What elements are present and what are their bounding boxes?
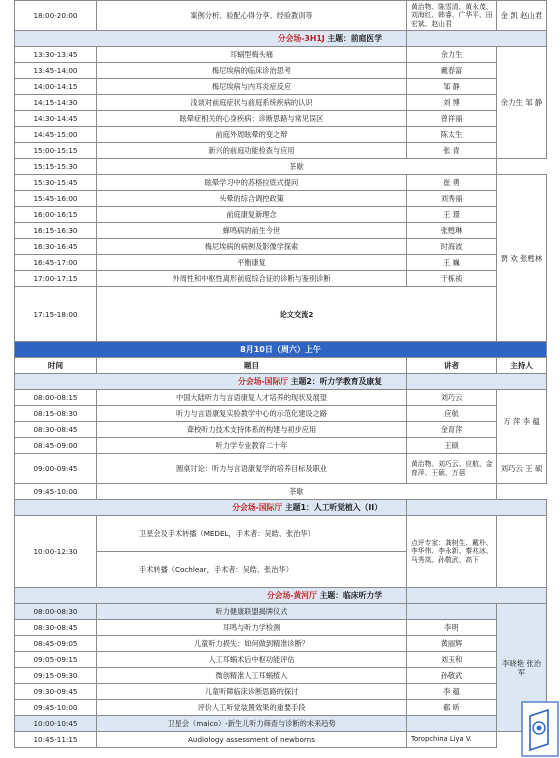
session-topic: 蜂鸣病的前生今世 [97,223,407,239]
session-topic: 听力学专业教育二十年 [97,438,407,454]
session-speaker: 刘玉和 [407,652,497,668]
session-row [15,1,547,31]
session-speaker: 李 蕴 [407,684,497,700]
session-speaker: 郗 昕 [407,700,497,716]
session-row [15,716,547,732]
session-topic-group [97,516,407,588]
session-speaker: 点评专家：龚树生、戴朴、李华伟、李永新、秦兆冰、马秀岚、孙敬武、高下 [407,516,497,588]
section-title [15,500,407,516]
session-speaker: 王 巍 [407,255,497,271]
session-topic: 儿童听障临床诊断思路的探讨 [97,684,407,700]
session-time: 15:45-16:00 [15,191,97,207]
session-row [15,63,547,79]
session-row [15,390,547,406]
session-row [15,143,547,159]
session-time: 08:45-09:00 [15,438,97,454]
session-time: 09:45-10:00 [15,484,97,500]
session-topic: 茶歇 [97,159,497,175]
session-host [497,516,547,588]
session-time: 09:15-09:30 [15,668,97,684]
session-time: 16:30-16:45 [15,239,97,255]
session-topic: 眩晕症相关的心身疾病：诊断思路与常见误区 [97,111,407,127]
session-speaker: 刘秀丽 [407,191,497,207]
section-title [15,588,407,604]
break-row [15,484,547,500]
session-speaker: 王硕 [407,438,497,454]
session-row [15,255,547,271]
session-row [15,636,547,652]
session-theme: 主题1：人工听觉植入（II） [285,503,382,512]
session-time: 16:45-17:00 [15,255,97,271]
session-row [15,668,547,684]
section-header-row [15,31,547,47]
session-time: 17:15-18:00 [15,287,97,342]
session-speaker: 于栋祯 [407,271,497,287]
session-row [15,175,547,191]
session-time: 09:45-10:00 [15,700,97,716]
session-time: 14:15-14:30 [15,95,97,111]
session-topic: 梅尼埃病与内耳炎症反应 [97,79,407,95]
session-speaker: 李明 [407,620,497,636]
date-row [15,342,547,358]
session-time: 15:00-15:15 [15,143,97,159]
header-host: 主持人 [497,358,547,374]
session-speaker: 黄治物、刘巧云、应航、金育萍、王硕、万蓓 [407,454,497,484]
session-speaker: 金育萍 [407,422,497,438]
session-time: 10:00-10:45 [15,716,97,732]
session-speaker: 曾祥丽 [407,111,497,127]
session-topic: 卫星会（maico）-新生儿听力筛查与诊断的未来趋势 [97,716,407,732]
session-speaker: 张甦琳 [407,223,497,239]
section-title [15,31,407,47]
session-row [15,604,547,620]
session-speaker [407,716,497,732]
session-row [15,620,547,636]
session-topic: 外周性和中枢性离形前庭综合征的诊断与鉴别诊断 [97,271,407,287]
session-speaker: 戴春富 [407,63,497,79]
session-topic: 卫星会及手术转播（MEDEL，手术者：吴皓、张治华） [97,516,406,552]
session-time: 08:15-08:30 [15,406,97,422]
session-speaker: 刘巧云 [407,390,497,406]
section-header-row [15,374,547,390]
venue-label: 分会场-国际厅 [232,503,283,512]
session-host: 刘巧云 王 硕 [497,454,547,484]
session-topic: 儿童听力损失：如何做到精准诊断？ [97,636,407,652]
session-speaker: 时海波 [407,239,497,255]
session-time: 08:00-08:15 [15,390,97,406]
session-host: 金 凯 赵山君 [497,1,547,31]
session-host: 贾 欢 张甦林 [497,175,547,342]
session-row [15,438,547,454]
section-header-row [15,500,547,516]
session-topic: Audiology assessment of newborns [97,732,407,748]
session-row [15,422,547,438]
session-row [15,652,547,668]
session-time: 08:00-08:30 [15,604,97,620]
session-speaker: 邹 静 [407,79,497,95]
session-time: 14:30-14:45 [15,111,97,127]
session-time: 09:30-09:45 [15,684,97,700]
column-header-row [15,358,547,374]
session-speaker: 应航 [407,406,497,422]
session-topic: 茶歇 [97,484,497,500]
session-time: 08:45-09:05 [15,636,97,652]
session-speaker: 王 璟 [407,207,497,223]
session-topic: 头晕的综合调控政策 [97,191,407,207]
session-time: 09:00-09:45 [15,454,97,484]
session-topic: 眩晕学习中的苏格拉底式提问 [97,175,407,191]
session-topic: 听力与言语康复实验教学中心的示范化建设之路 [97,406,407,422]
session-time: 10:00-12:30 [15,516,97,588]
session-topic: 评价人工听觉装置效果的重要手段 [97,700,407,716]
session-topic: 梅尼埃病的病例及影像学探索 [97,239,407,255]
session-topic: 手术转播（Cochlear，手术者：吴皓、张治华） [139,565,293,574]
session-topic: 浅谈对前庭症状与前庭系统疾病的认识 [97,95,407,111]
break-row [15,159,547,175]
session-topic: 案例分析、验配心得分享、经验教训等 [97,1,407,31]
session-topic: 人工耳蜗术后中枢功能评估 [97,652,407,668]
session-row [15,271,547,287]
header-speaker: 讲者 [407,358,497,374]
session-row [15,95,547,111]
session-speaker: 崔 勇 [407,175,497,191]
session-time: 16:00-16:15 [15,207,97,223]
section-header-row [15,588,547,604]
session-time: 16:15-16:30 [15,223,97,239]
session-time: 18:00-20:00 [15,1,97,31]
session-speaker: 陈太生 [407,127,497,143]
session-topic: 圆桌讨论：听力与言语康复学的培养目标及职业 [97,454,407,484]
session-row [15,239,547,255]
session-time: 15:15-15:30 [15,159,97,175]
schedule-table [14,0,547,748]
session-row [15,223,547,239]
session-topic: 论文交流2 [97,287,497,342]
session-row [15,406,547,422]
session-topic: 微创精准人工耳蜗植入 [97,668,407,684]
session-speaker: 余力生 [407,47,497,63]
session-time: 13:45-14:00 [15,63,97,79]
session-row [15,684,547,700]
session-theme: 主题2：听力学教育及康复 [290,377,382,386]
session-topic: 聋校听力技术支持体系的构建与初步应用 [97,422,407,438]
session-theme: 主题：前庭医学 [327,34,382,43]
session-row [15,111,547,127]
venue-label: 分会场-国际厅 [238,377,289,386]
session-host: 万 萍 李 蕴 [497,390,547,454]
session-topic: 中国大陆听力与言语康复人才培养的现状及展望 [97,390,407,406]
session-time: 10:45-11:15 [15,732,97,748]
session-row [15,47,547,63]
session-speaker: 张 青 [407,143,497,159]
session-row [15,700,547,716]
session-time: 15:30-15:45 [15,175,97,191]
session-speaker: 刘 博 [407,95,497,111]
session-time: 14:45-15:00 [15,127,97,143]
session-speaker: 孙敬武 [407,668,497,684]
venue-label: 分会场-黄河厅 [266,591,317,600]
session-topic: 前庭康复新理念 [97,207,407,223]
session-host: 李晓艳 张治军 [497,604,547,732]
session-topic: 前庭外周眩晕的变之辩 [97,127,407,143]
session-time: 08:30-08:45 [15,422,97,438]
session-time: 17:00-17:15 [15,271,97,287]
session-topic: 耳蜗型梅头痛 [97,47,407,63]
session-speaker [407,604,497,620]
session-host: 余力生 邹 静 [497,47,547,159]
venue-label: 分会场-3H1J [277,34,325,43]
session-speaker: 黄治物、陈雪清、黄永茂、刘海红、韩睿、广华平、田宏斌、赵山君 [407,1,497,31]
session-row [15,516,547,588]
session-time: 13:30-13:45 [15,47,97,63]
session-row [15,79,547,95]
session-topic: 耳鸣与听力学检测 [97,620,407,636]
session-topic: 新兴的前庭功能检查与应用 [97,143,407,159]
session-row [15,207,547,223]
session-time: 14:00-14:15 [15,79,97,95]
header-topic: 题目 [97,358,407,374]
section-title [15,374,407,390]
session-row [15,127,547,143]
date-title: 8月10日（周六）上午 [15,342,547,358]
session-time: 09:05-09:15 [15,652,97,668]
break-row [15,287,547,342]
session-topic: 梅尼埃病的临床诊治思考 [97,63,407,79]
session-row [15,191,547,207]
session-speaker: Toropchina Liya V. [407,732,497,748]
session-speaker: 黄丽辉 [407,636,497,652]
session-topic: 听力健康联盟揭牌仪式 [97,604,407,620]
session-theme: 主题：临床听力学 [319,591,382,600]
session-row [15,454,547,484]
binaural-logo-icon [520,700,560,758]
session-time: 08:30-08:45 [15,620,97,636]
session-topic: 平衡康复 [97,255,407,271]
header-time: 时间 [15,358,97,374]
session-row [15,732,547,748]
